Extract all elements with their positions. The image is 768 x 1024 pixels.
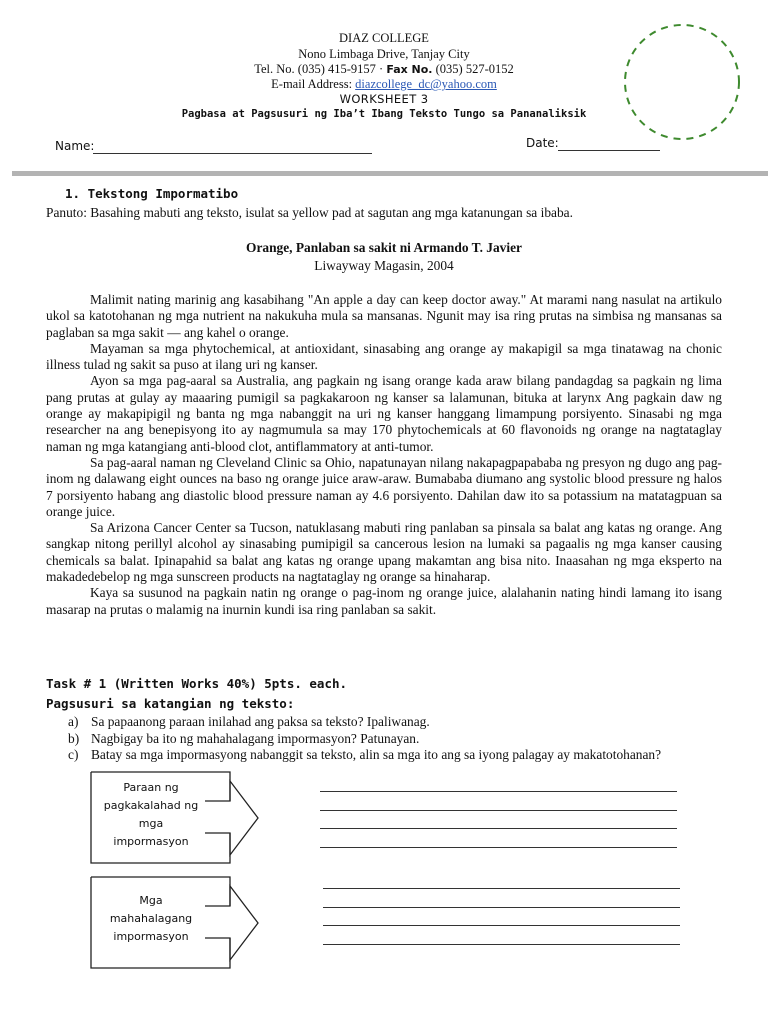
article-title: Orange, Panlaban sa sakit ni Armando T. Javier: [246, 240, 522, 255]
name-field[interactable]: [93, 153, 372, 154]
organizer-line: Mga: [139, 894, 163, 907]
answer-line[interactable]: [320, 810, 677, 811]
worksheet-subtitle: Pagbasa at Pagsusuri ng Iba’t Ibang Teksto Tungo sa Pananaliksik: [181, 108, 587, 120]
organizer-line: pagkakalahad ng: [103, 799, 199, 812]
section-instruction: Panuto: Basahing mabuti ang teksto, isulat sa yellow pad at sagutan ang mga katanungan sa ibaba.: [46, 205, 573, 220]
task-subtitle: Pagsusuri sa katangian ng teksto:: [46, 696, 295, 711]
answer-line[interactable]: [320, 828, 677, 829]
answer-line[interactable]: [323, 888, 680, 889]
question-text: Batay sa mga impormasyong nabanggit sa teksto, alin sa mga ito ang sa iyong palagay ay makatotohanan?: [91, 747, 662, 762]
seal-placeholder: [622, 22, 742, 142]
answer-line[interactable]: [320, 791, 677, 792]
question-item: [68, 747, 661, 764]
article-paragraph: Malimit nating marinig ang kasabihang "An apple a day can keep doctor away." At marami nang nasulat na artikulo ukol sa katotohanan ng mga nutrient na nakukuha mula sa mansanas. Ngunit may isa ring prutas na simbisa ng mansanas sa paglaban sa mga sakit — ang kahel o orange.: [46, 292, 722, 340]
worksheet-title: WORKSHEET 3: [339, 92, 429, 106]
question-item: [68, 731, 661, 748]
question-list: [68, 714, 661, 764]
section-title: Tekstong Impormatibo: [87, 186, 239, 201]
date-field[interactable]: [558, 150, 660, 151]
article-source: Liwayway Magasin, 2004: [314, 258, 454, 273]
answer-line[interactable]: [323, 925, 680, 926]
organizer-line: mahahalagang: [109, 912, 193, 925]
question-letter: c): [68, 747, 79, 762]
date-label: Date:: [526, 136, 559, 150]
answer-line[interactable]: [320, 847, 677, 848]
article-body: [46, 292, 722, 618]
question-letter: b): [68, 730, 80, 746]
answer-lines-2[interactable]: [323, 888, 680, 962]
organizer-line: impormasyon: [113, 930, 189, 943]
email-link[interactable]: diazcollege_dc@yahoo.com: [355, 77, 497, 91]
question-letter: a): [68, 714, 79, 729]
organizer-line: Paraan ng: [123, 781, 179, 794]
article-paragraph: Sa Arizona Cancer Center sa Tucson, natuklasang mabuti ring panlaban sa pinsala sa balat ang katas ng orange. Ang sangkap nitong perillyl alcohol ay sinasabing pumipigil sa cancerous lesion na lumaki sa pagaalis ng mga kanser causing chemicals sa balat. Ipinapahid sa balat ang katas ng orange upang makamtan ang bisa nito. Inaasahan ng mga eksperto na makadedebelop ng mga sunscreen products na nagtataglay ng orange sa hinaharap.: [46, 520, 722, 585]
article-paragraph: Mayaman sa mga phytochemical, at antioxidant, sinasabing ang orange ay makapigil sa mga tinatawag na chonic illness tulad ng sakit sa puso at ilang uri ng kanser.: [46, 340, 722, 373]
email-label: E-mail Address:: [271, 77, 356, 91]
header-divider: [12, 171, 768, 176]
answer-line[interactable]: [323, 944, 680, 945]
article-paragraph: Sa pag-aaral naman ng Cleveland Clinic sa Ohio, napatunayan nilang nakapagpapababa ng presyon ng dugo ang pag-inom ng dalawang eight ounces na baso ng orange juice araw-araw. Bumababa diumano ang systolic blood pressure ng halos 7 porsiyento habang ang diastolic blood pressure naman ay 4.6 porsiyento. Dahilan daw ito sa potassium na matatagpuan sa orange juice.: [46, 454, 722, 519]
organizer-line: mga: [138, 817, 164, 830]
task-title: Task # 1 (Written Works 40%) 5pts. each.: [46, 676, 348, 691]
fax-label: Fax No.: [386, 63, 433, 76]
organizer-label-2: [92, 892, 210, 946]
organizer-label-1: [92, 779, 210, 851]
answer-line[interactable]: [323, 907, 680, 908]
section-number: 1.: [65, 186, 81, 201]
tel-number: Tel. No. (035) 415-9157 ·: [254, 62, 387, 76]
answer-lines-1[interactable]: [320, 791, 677, 865]
school-address: Nono Limbaga Drive, Tanjay City: [298, 47, 470, 61]
fax-number: (035) 527-0152: [432, 62, 514, 76]
section-heading: [65, 186, 238, 201]
question-text: Nagbigay ba ito ng mahahalagang impormasyon? Patunayan.: [91, 730, 420, 746]
question-text: Sa papaanong paraan inilahad ang paksa sa teksto? Ipaliwanag.: [91, 714, 430, 729]
school-name: DIAZ COLLEGE: [339, 31, 429, 45]
question-item: [68, 714, 661, 731]
article-paragraph: Ayon sa mga pag-aaral sa Australia, ang pagkain ng isang orange kada araw bilang pandagdag sa pagkain ng lima pang prutas at gulay ay maaaring pumigil sa pagkakaroon ng kanser sa lalamunan, bituka at larynx Ang pagkain daw ng orange ay makapipigil ng banta ng mga nabanggit na uri ng kanser hanggang limampung porsiyento. Sinasabi ng mga researcher na ang benepisyong ito ay nagmumula sa may 170 phytochemicals at 60 flavonoids ng orange na nagtataglay naman ng mga katangiang anti-blood clot, antiflammatory at anti-tumor.: [46, 373, 722, 454]
organizer-line: impormasyon: [113, 835, 189, 848]
name-label: Name:: [55, 139, 95, 153]
article-paragraph: Kaya sa susunod na pagkain natin ng orange o pag-inom ng orange juice, alalahanin nating hindi lamang ito isang masarap na prutas o malamig na inurnin kundi isa ring panlaban sa sakit.: [46, 585, 722, 617]
